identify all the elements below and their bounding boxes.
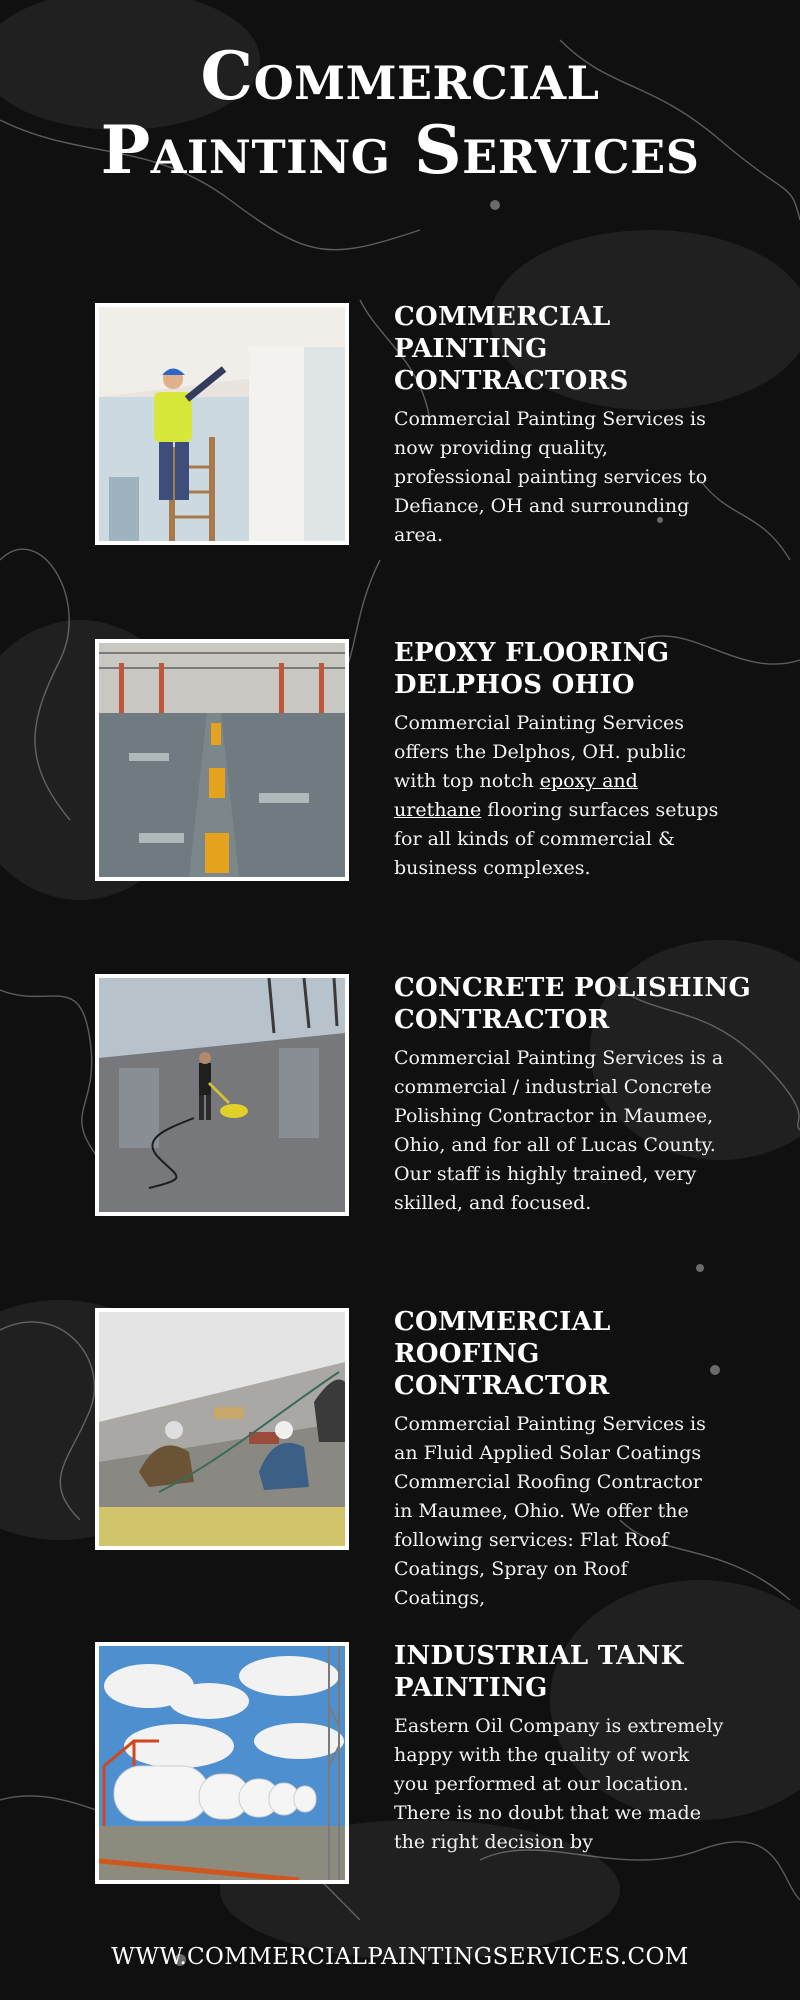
concrete-polishing-photo <box>95 974 349 1216</box>
page-title-line-1: Commercial <box>200 37 600 115</box>
section-heading: INDUSTRIAL TANK PAINTING <box>394 1641 684 1703</box>
section-body <box>394 709 724 883</box>
section-heading: COMMERCIAL ROOFING CONTRACTOR <box>394 1307 611 1401</box>
roofers-photo <box>95 1308 349 1550</box>
section-body: Commercial Painting Services is an Fluid Applied Solar Coatings Commercial Roofing Contractor in Maumee, Ohio. We offer the following services: Flat Roof Coatings, Spray on Roof Coatings, <box>394 1413 706 1609</box>
page-title <box>0 37 800 189</box>
section-epoxy-flooring <box>0 639 800 899</box>
section-text <box>394 1306 764 1613</box>
section-concrete-polishing <box>0 974 800 1234</box>
section-text <box>394 301 764 550</box>
section-heading: EPOXY FLOORING DELPHOS OHIO <box>394 638 670 700</box>
section-heading: COMMERCIAL PAINTING CONTRACTORS <box>394 302 629 396</box>
section-commercial-painting <box>0 303 800 563</box>
section-commercial-roofing <box>0 1307 800 1609</box>
page-title-line-2: Painting Services <box>100 110 700 189</box>
section-body: Commercial Painting Services is a commercial / industrial Concrete Polishing Contractor in Maumee, Ohio, and for all of Lucas County. Our staff is highly trained, very skilled, and focused. <box>394 1047 724 1214</box>
section-text <box>394 637 764 883</box>
section-text <box>394 1640 764 1857</box>
section-body: Commercial Painting Services is now providing quality, professional painting services to Defiance, OH and surrounding area. <box>394 408 708 546</box>
section-body-text: flooring surfaces setups for all kinds of commercial & business complexes. <box>394 799 719 879</box>
storage-tanks-photo <box>95 1642 349 1884</box>
section-text <box>394 972 764 1218</box>
epoxy-urethane-link[interactable]: epoxy and urethane <box>394 770 638 821</box>
section-body: Eastern Oil Company is extremely happy with the quality of work you performed at our location. There is no doubt that we made the right decision by <box>394 1715 724 1853</box>
section-industrial-tank-painting <box>0 1642 800 1902</box>
section-body-text: Commercial Painting Services offers the Delphos, OH. public with top notch <box>394 712 687 792</box>
footer-website-link[interactable]: WWW.COMMERCIALPAINTINGSERVICES.COM <box>111 1944 689 1970</box>
epoxy-floor-warehouse-photo <box>95 639 349 881</box>
section-heading: CONCRETE POLISHING CONTRACTOR <box>394 973 751 1035</box>
painter-on-ladder-photo <box>95 303 349 545</box>
